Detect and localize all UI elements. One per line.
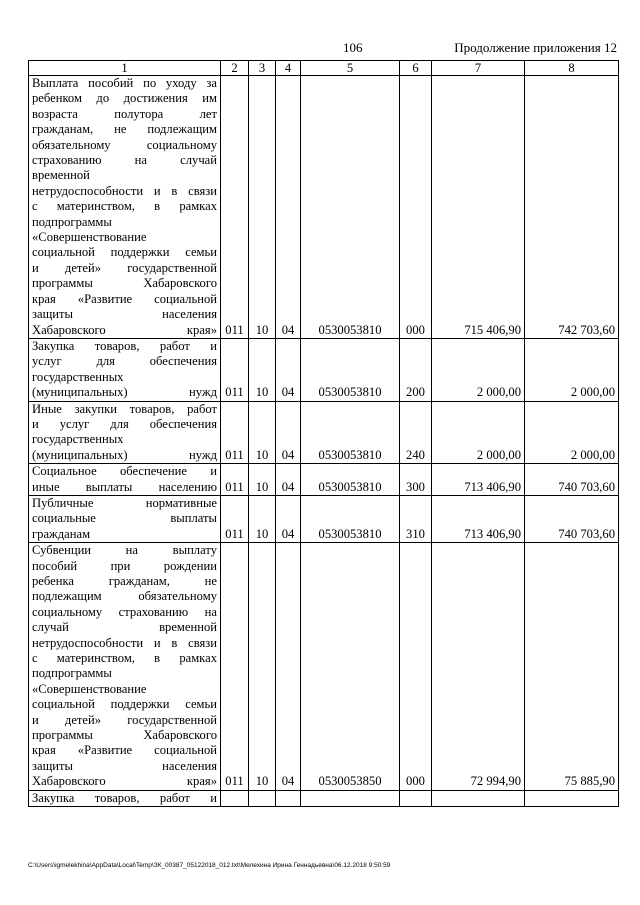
amount-year2-cell: 740 703,60 [525, 464, 619, 496]
budget-table [28, 60, 619, 807]
amount-year1-cell: 2 000,00 [432, 401, 525, 464]
row-name-line: социальному страхованию на [32, 604, 217, 619]
section-cell: 10 [249, 495, 276, 542]
column-header: 6 [400, 61, 432, 76]
column-header: 3 [249, 61, 276, 76]
row-name-cell [29, 495, 221, 542]
target-article-cell: 0530053810 [301, 495, 400, 542]
row-name-line: возраста полутора лет [32, 106, 217, 121]
row-name-line: Закупка товаров, работ и [32, 790, 217, 805]
row-name-line: «Совершенствование [32, 230, 147, 245]
section-cell: 10 [249, 338, 276, 401]
amount-year1-cell: 713 406,90 [432, 495, 525, 542]
amount-year2-cell: 75 885,90 [525, 543, 619, 791]
row-name-line: Закупка товаров, работ и [32, 338, 217, 353]
table-row [29, 338, 619, 401]
row-name-cell [29, 543, 221, 791]
section-cell: 10 [249, 76, 276, 339]
table-row [29, 76, 619, 339]
column-header: 1 [29, 61, 221, 76]
row-name-line: гражданам [32, 526, 91, 541]
expense-type-cell: 000 [400, 543, 432, 791]
amount-year1-cell: 713 406,90 [432, 464, 525, 496]
row-name-line: государственных [32, 369, 124, 384]
target-article-cell: 0530053810 [301, 464, 400, 496]
row-name-line: края «Развитие социальной [32, 291, 217, 306]
row-name-line: и детей» государственной [32, 712, 217, 727]
expense-type-cell: 000 [400, 76, 432, 339]
amount-year1-cell [432, 790, 525, 806]
column-header: 2 [221, 61, 249, 76]
subsection-cell: 04 [276, 338, 301, 401]
row-name-line: социальной поддержки семьи [32, 697, 217, 712]
row-name-line: края «Развитие социальной [32, 743, 217, 758]
target-article-cell: 0530053810 [301, 401, 400, 464]
admin-code-cell: 011 [221, 464, 249, 496]
row-name-line: гражданам, не подлежащим [32, 122, 217, 137]
admin-code-cell: 011 [221, 338, 249, 401]
row-name-line: Публичные нормативные [32, 495, 217, 510]
amount-year1-cell: 2 000,00 [432, 338, 525, 401]
row-name-line: нетрудоспособности и в связи [32, 635, 217, 650]
row-name-line: обязательному социальному [32, 137, 217, 152]
row-name-line: социальные выплаты [32, 511, 217, 526]
amount-year2-cell: 2 000,00 [525, 401, 619, 464]
row-name-line: ребенком до достижения им [32, 91, 217, 106]
amount-year1-cell: 72 994,90 [432, 543, 525, 791]
row-name-line: Иные закупки товаров, работ [32, 401, 217, 416]
row-name-line: Субвенции на выплату [32, 543, 217, 558]
row-name-line: «Совершенствование [32, 681, 147, 696]
row-name-line: (муниципальных) нужд [32, 385, 217, 400]
row-name-line: пособий при рождении [32, 558, 217, 573]
row-name-line: программы Хабаровского [32, 728, 217, 743]
row-name-line: защиты населения [32, 758, 217, 773]
subsection-cell: 04 [276, 464, 301, 496]
row-name-line: услуг для обеспечения [32, 354, 217, 369]
table-row [29, 401, 619, 464]
expense-type-cell: 310 [400, 495, 432, 542]
table-row [29, 495, 619, 542]
section-cell [249, 790, 276, 806]
row-name-line: Выплата пособий по уходу за [32, 76, 217, 90]
row-name-cell [29, 401, 221, 464]
admin-code-cell: 011 [221, 543, 249, 791]
row-name-line: подлежащим обязательному [32, 589, 217, 604]
row-name-line: нетрудоспособности и в связи [32, 183, 217, 198]
row-name-line: и детей» государственной [32, 260, 217, 275]
table-body [29, 76, 619, 807]
column-header: 8 [525, 61, 619, 76]
target-article-cell [301, 790, 400, 806]
file-path-footer: C:\Users\igmelekhina\AppData\Local\Temp\ЗК_00387_05122018_012.txt\Мелехина Ирина Геннадьевна\06.12.2018 9:50:59 [28, 862, 391, 869]
row-name-cell [29, 338, 221, 401]
expense-type-cell: 200 [400, 338, 432, 401]
page-number: 106 [343, 40, 363, 55]
amount-year2-cell: 2 000,00 [525, 338, 619, 401]
row-name-line: иные выплаты населению [32, 479, 217, 494]
subsection-cell: 04 [276, 76, 301, 339]
table-row [29, 543, 619, 791]
row-name-line: государственных [32, 432, 124, 447]
column-header: 4 [276, 61, 301, 76]
subsection-cell [276, 790, 301, 806]
row-name-line: ребенка гражданам, не [32, 574, 217, 588]
row-name-line: подпрограммы [32, 214, 112, 229]
table-row [29, 464, 619, 496]
target-article-cell: 0530053810 [301, 76, 400, 339]
expense-type-cell: 240 [400, 401, 432, 464]
amount-year2-cell: 742 703,60 [525, 76, 619, 339]
amount-year1-cell: 715 406,90 [432, 76, 525, 339]
row-name-line: и услуг для обеспечения [32, 416, 217, 431]
row-name-line: социальной поддержки семьи [32, 245, 217, 260]
row-name-line: Социальное обеспечение и [32, 464, 217, 479]
subsection-cell: 04 [276, 401, 301, 464]
expense-type-cell [400, 790, 432, 806]
admin-code-cell: 011 [221, 495, 249, 542]
header-row [29, 61, 619, 76]
amount-year2-cell [525, 790, 619, 806]
row-name-line: Хабаровского края» [32, 322, 217, 337]
row-name-line: (муниципальных) нужд [32, 447, 217, 462]
section-cell: 10 [249, 401, 276, 464]
continuation-label: Продолжение приложения 12 [454, 40, 617, 55]
table-row [29, 790, 619, 806]
row-name-cell [29, 464, 221, 496]
section-cell: 10 [249, 464, 276, 496]
row-name-cell [29, 76, 221, 339]
row-name-line: Хабаровского края» [32, 774, 217, 789]
subsection-cell: 04 [276, 495, 301, 542]
target-article-cell: 0530053810 [301, 338, 400, 401]
row-name-line: случай временной [32, 620, 217, 635]
admin-code-cell: 011 [221, 76, 249, 339]
column-header: 5 [301, 61, 400, 76]
expense-type-cell: 300 [400, 464, 432, 496]
row-name-line: защиты населения [32, 307, 217, 322]
row-name-line: с материнством, в рамках [32, 199, 217, 214]
amount-year2-cell: 740 703,60 [525, 495, 619, 542]
row-name-line: с материнством, в рамках [32, 651, 217, 666]
row-name-line: программы Хабаровского [32, 276, 217, 291]
admin-code-cell [221, 790, 249, 806]
target-article-cell: 0530053850 [301, 543, 400, 791]
section-cell: 10 [249, 543, 276, 791]
row-name-cell [29, 790, 221, 806]
subsection-cell: 04 [276, 543, 301, 791]
row-name-line: страхованию на случай [32, 153, 217, 168]
admin-code-cell: 011 [221, 401, 249, 464]
row-name-line: временной [32, 168, 90, 183]
row-name-line: подпрограммы [32, 666, 112, 681]
column-header: 7 [432, 61, 525, 76]
